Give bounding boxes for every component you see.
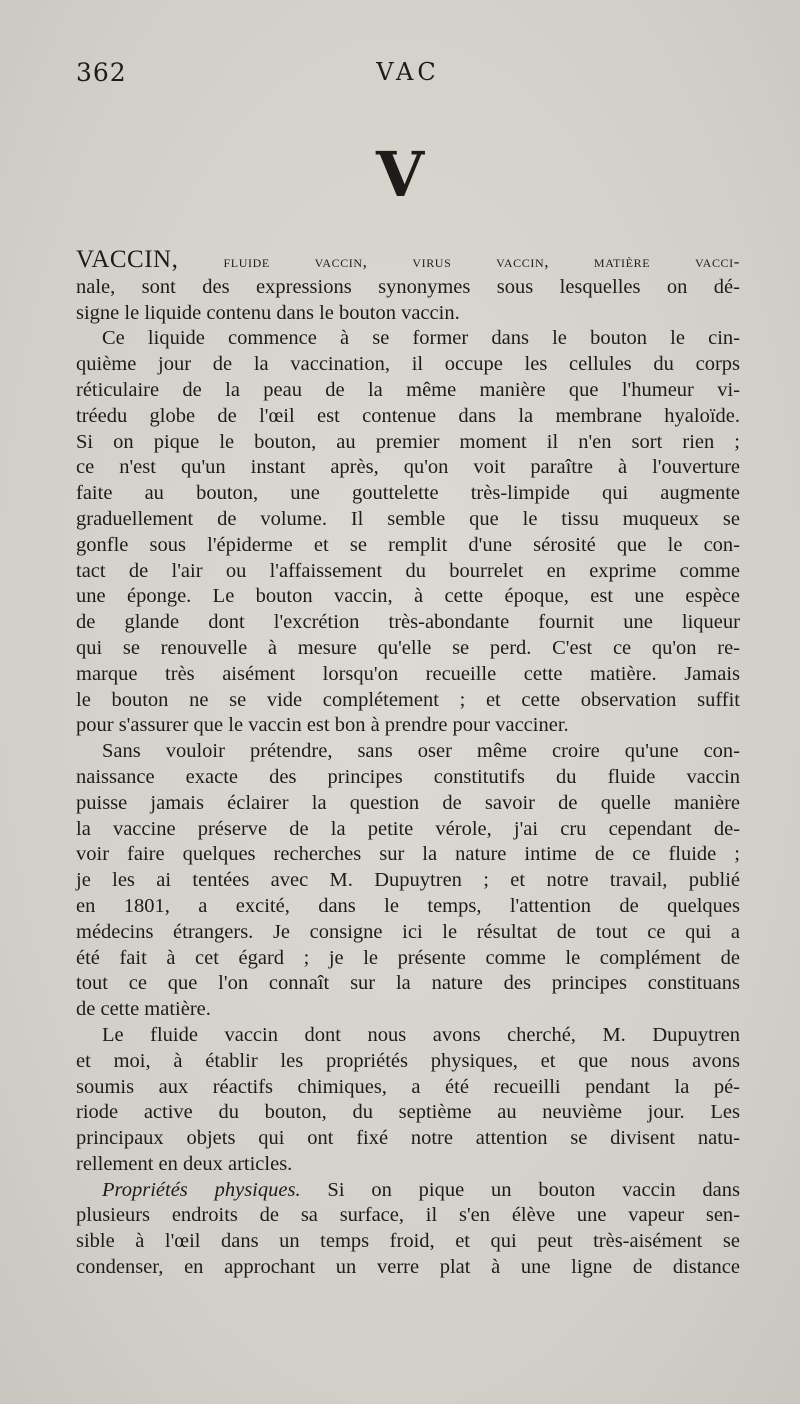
text-line: une éponge. Le bouton vaccin, à cette époque, est une espèce xyxy=(76,585,740,608)
text-line: condenser, en approchant un verre plat à une ligne de distance xyxy=(76,1256,740,1279)
text-line: ce n'est qu'un instant après, qu'on voit paraître à l'ouverture xyxy=(76,456,740,479)
text-line: tout ce que l'on connaît sur la nature des principes constituans xyxy=(76,972,740,995)
text-line xyxy=(76,247,740,275)
text-line: quième jour de la vaccination, il occupe les cellules du corps xyxy=(76,353,740,376)
text-line: tact de l'air ou l'affaissement du bourrelet en exprime comme xyxy=(76,559,740,582)
subheading-italic: Propriétés physiques. xyxy=(102,1178,301,1201)
text-line: voir faire quelques recherches sur la nature intime de ce fluide ; xyxy=(76,843,740,866)
text-line: le bouton ne se vide complétement ; et cette observation suffit xyxy=(76,688,740,711)
text-line: de glande dont l'excrétion très-abondante fournit une liqueur xyxy=(76,611,740,634)
text-line: sible à l'œil dans un temps froid, et qui peut très-aisément se xyxy=(76,1230,740,1253)
text-line: pour s'assurer que le vaccin est bon à prendre pour vacciner. xyxy=(76,714,569,737)
text-line: soumis aux réactifs chimiques, a été recueilli pendant la pé- xyxy=(76,1075,740,1098)
text-line: été fait à cet égard ; je le présente comme le complément de xyxy=(76,946,740,969)
text-line: puisse jamais éclairer la question de savoir de quelle manière xyxy=(76,791,740,814)
page-header xyxy=(76,58,740,98)
text-line: qui se renouvelle à mesure qu'elle se perd. C'est ce qu'on re- xyxy=(76,636,740,659)
text-line: marque très aisément lorsqu'on recueille cette matière. Jamais xyxy=(76,662,740,685)
synonyms-text: fluide vaccin, virus vaccin, matière vacci- xyxy=(223,252,741,271)
text-line: Ce liquide commence à se former dans le bouton le cin- xyxy=(102,327,740,350)
section-letter: V xyxy=(375,138,425,211)
paragraph-2 xyxy=(76,326,740,739)
paragraph-3 xyxy=(76,739,740,1023)
text-line: médecins étrangers. Je consigne ici le résultat de tout ce qui a xyxy=(76,920,740,943)
paragraph-5 xyxy=(76,1178,740,1281)
paragraph-1 xyxy=(76,247,740,326)
text-line: Si on pique le bouton, au premier moment il n'en sort rien ; xyxy=(76,430,740,453)
text-line: principaux objets qui ont fixé notre attention se divisent natu- xyxy=(76,1127,740,1150)
text-line: nale, sont des expressions synonymes sous lesquelles on dé- xyxy=(76,275,740,298)
subheading-continuation: Si on pique un bouton vaccin dans xyxy=(327,1178,741,1201)
text-line: Sans vouloir prétendre, sans oser même croire qu'une con- xyxy=(102,740,740,763)
text-line: riode active du bouton, du septième au neuvième jour. Les xyxy=(76,1101,740,1124)
text-line: naissance exacte des principes constitutifs du fluide vaccin xyxy=(76,765,740,788)
text-line: plusieurs endroits de sa surface, il s'en élève une vapeur sen- xyxy=(76,1204,740,1227)
text-line: et moi, à établir les propriétés physiques, et que nous avons xyxy=(76,1049,740,1072)
text-line: tréedu globe de l'œil est contenue dans la membrane hyaloïde. xyxy=(76,404,740,427)
text-line: rellement en deux articles. xyxy=(76,1152,293,1175)
text-line: réticulaire de la peau de la même manière que l'humeur vi- xyxy=(76,378,740,401)
text-line: gonfle sous l'épiderme et se remplit d'une sérosité que le con- xyxy=(76,533,740,556)
headword: VACCIN, xyxy=(76,246,179,273)
text-line: Le fluide vaccin dont nous avons cherché, M. Dupuytren xyxy=(102,1023,740,1046)
text-line: je les ai tentées avec M. Dupuytren ; et notre travail, publié xyxy=(76,869,740,892)
text-line: la vaccine préserve de la petite vérole, j'ai cru cependant de- xyxy=(76,817,740,840)
article-body xyxy=(76,247,740,1281)
text-line xyxy=(76,1178,740,1204)
text-line: graduellement de volume. Il semble que le tissu muqueux se xyxy=(76,507,740,530)
text-line: signe le liquide contenu dans le bouton vaccin. xyxy=(76,301,460,324)
text-line: de cette matière. xyxy=(76,998,211,1021)
text-line: en 1801, a excité, dans le temps, l'attention de quelques xyxy=(76,894,740,917)
page-number: 362 xyxy=(76,58,127,87)
running-head: VAC xyxy=(376,58,440,86)
paragraph-4 xyxy=(76,1023,740,1178)
text-line: faite au bouton, une gouttelette très-limpide qui augmente xyxy=(76,482,740,505)
